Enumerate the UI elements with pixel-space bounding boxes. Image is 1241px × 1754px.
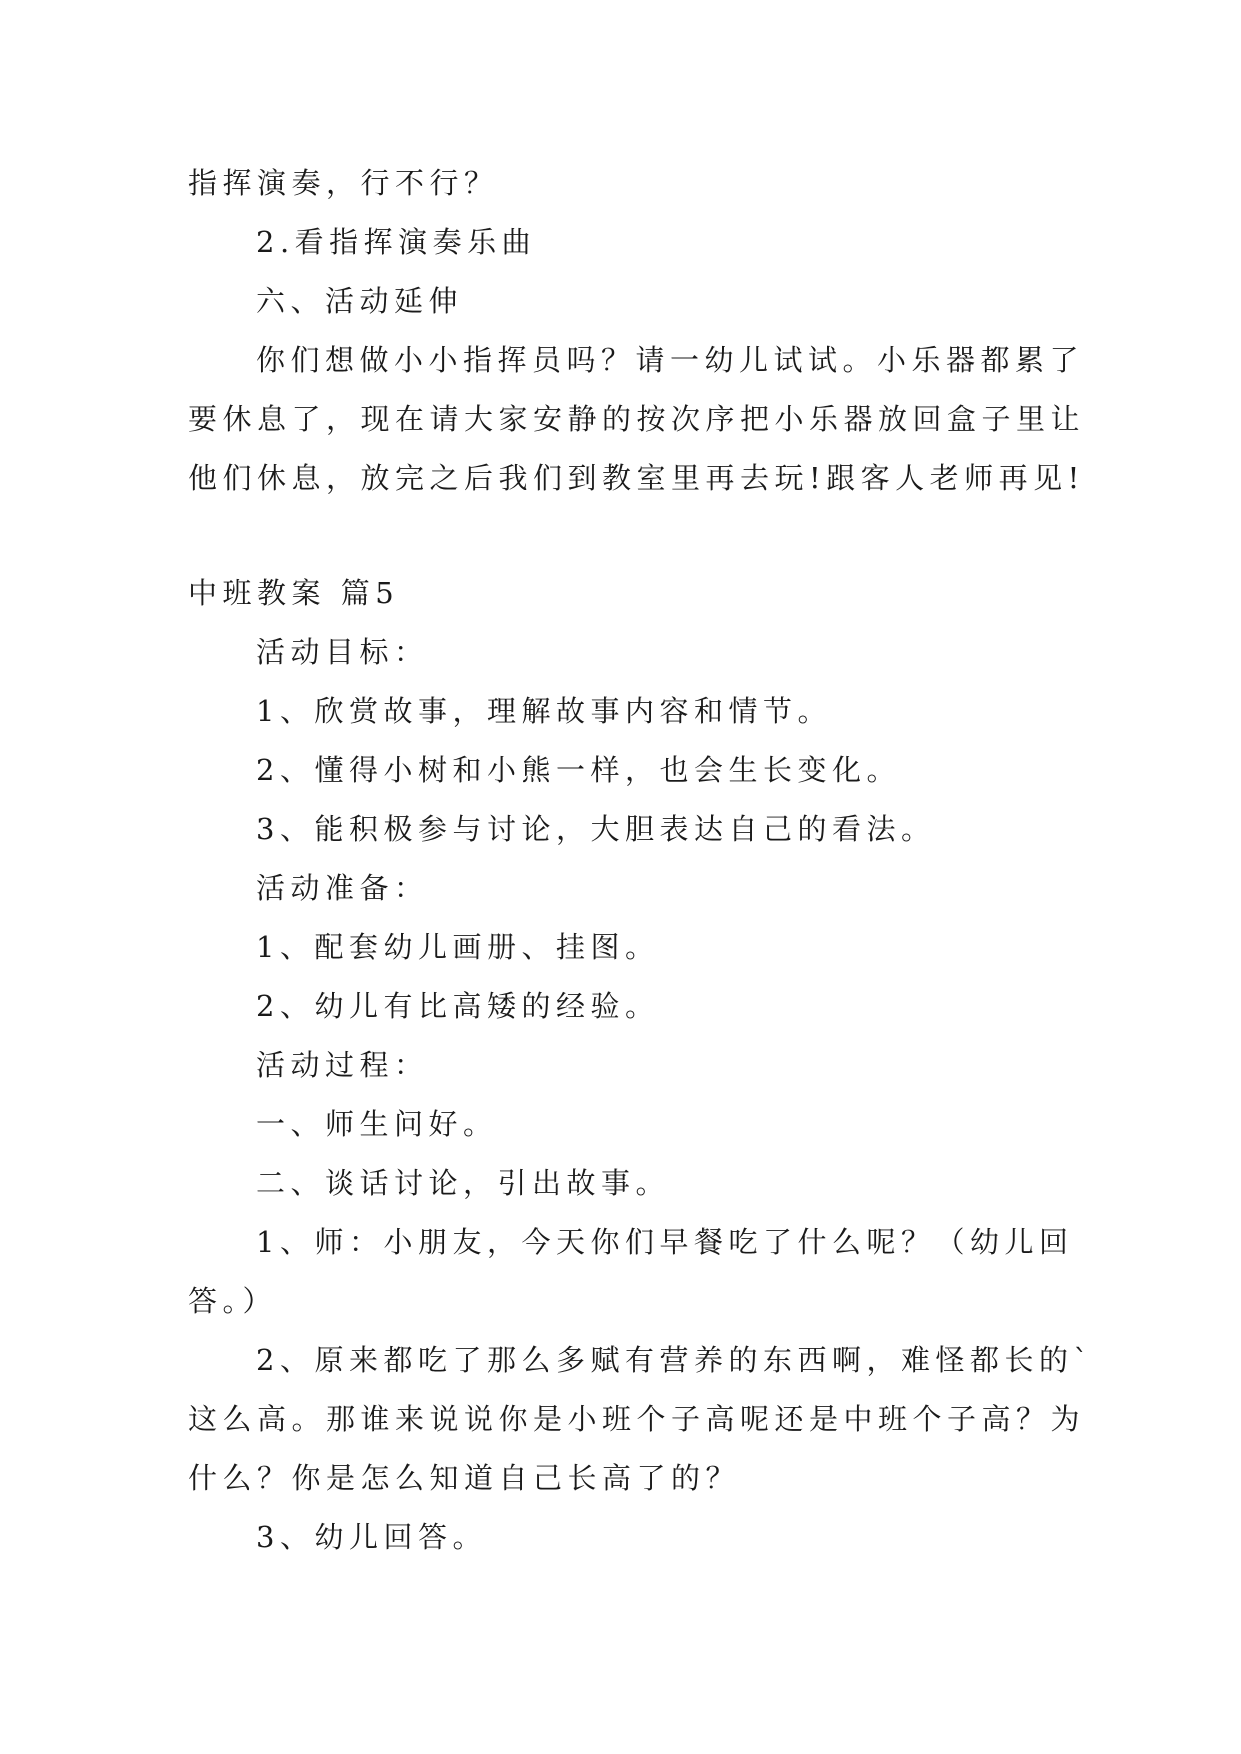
list-item: 2.看指挥演奏乐曲 bbox=[256, 225, 537, 259]
list-item: 二、谈话讨论，引出故事。 bbox=[256, 1166, 671, 1200]
list-item: 3、能积极参与讨论，大胆表达自己的看法。 bbox=[256, 812, 936, 846]
list-item: 1、配套幼儿画册、挂图。 bbox=[256, 930, 660, 964]
paragraph-line: 要休息了，现在请大家安静的按次序把小乐器放回盒子里让 bbox=[188, 402, 1086, 436]
list-item: 2、幼儿有比高矮的经验。 bbox=[256, 989, 660, 1023]
paragraph-line: 这么高。那谁来说说你是小班个子高呢还是中班个子高？为 bbox=[188, 1402, 1086, 1436]
paragraph-line: 什么？你是怎么知道自己长高了的？ bbox=[188, 1461, 741, 1495]
prep-heading: 活动准备： bbox=[256, 871, 429, 905]
paragraph-line: 2、原来都吃了那么多赋有营养的东西啊，难怪都长的` bbox=[256, 1343, 1094, 1377]
list-item: 3、幼儿回答。 bbox=[256, 1520, 487, 1554]
paragraph-line: 答。） bbox=[188, 1284, 278, 1318]
list-item: 1、欣赏故事，理解故事内容和情节。 bbox=[256, 694, 832, 728]
lesson-title: 中班教案 篇5 bbox=[188, 576, 400, 610]
paragraph-line: 1、师：小朋友，今天你们早餐吃了什么呢？（幼儿回 bbox=[256, 1225, 1074, 1259]
paragraph-line: 你们想做小小指挥员吗？请一幼儿试试。小乐器都累了 bbox=[256, 343, 1085, 377]
process-heading: 活动过程： bbox=[256, 1048, 429, 1082]
list-item: 2、懂得小树和小熊一样，也会生长变化。 bbox=[256, 753, 901, 787]
goals-heading: 活动目标： bbox=[256, 635, 429, 669]
paragraph-line: 他们休息，放完之后我们到教室里再去玩!跟客人老师再见! bbox=[188, 461, 1085, 495]
section-heading: 六、活动延伸 bbox=[256, 284, 464, 318]
continuation-line: 指挥演奏，行不行？ bbox=[188, 166, 499, 200]
list-item: 一、师生问好。 bbox=[256, 1107, 498, 1141]
